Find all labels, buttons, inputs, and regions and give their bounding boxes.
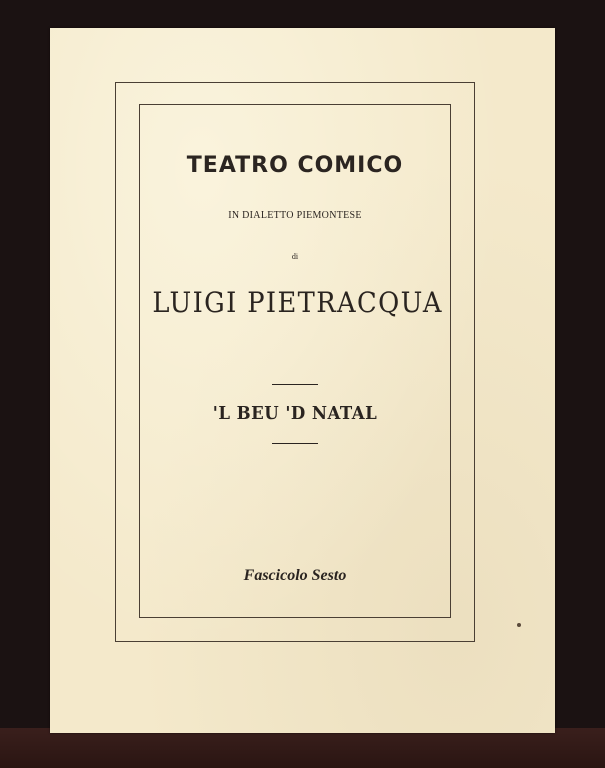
outer-border-frame xyxy=(115,82,475,642)
subtitle: IN DIALETTO PIEMONTESE xyxy=(228,210,362,221)
backdrop xyxy=(0,728,605,768)
book-cover xyxy=(50,28,555,733)
author-preposition: di xyxy=(291,252,299,261)
author-name: LUIGI PIETRACQUA xyxy=(152,286,443,319)
play-title: 'L BEU 'D NATAL xyxy=(212,403,378,424)
divider-bottom xyxy=(272,443,318,444)
series-title: TEATRO COMICO xyxy=(186,153,404,178)
inner-border-frame xyxy=(139,104,451,618)
divider-top xyxy=(272,384,318,385)
fascicle-label: Fascicolo Sesto xyxy=(243,567,347,584)
ink-speck xyxy=(517,623,521,627)
